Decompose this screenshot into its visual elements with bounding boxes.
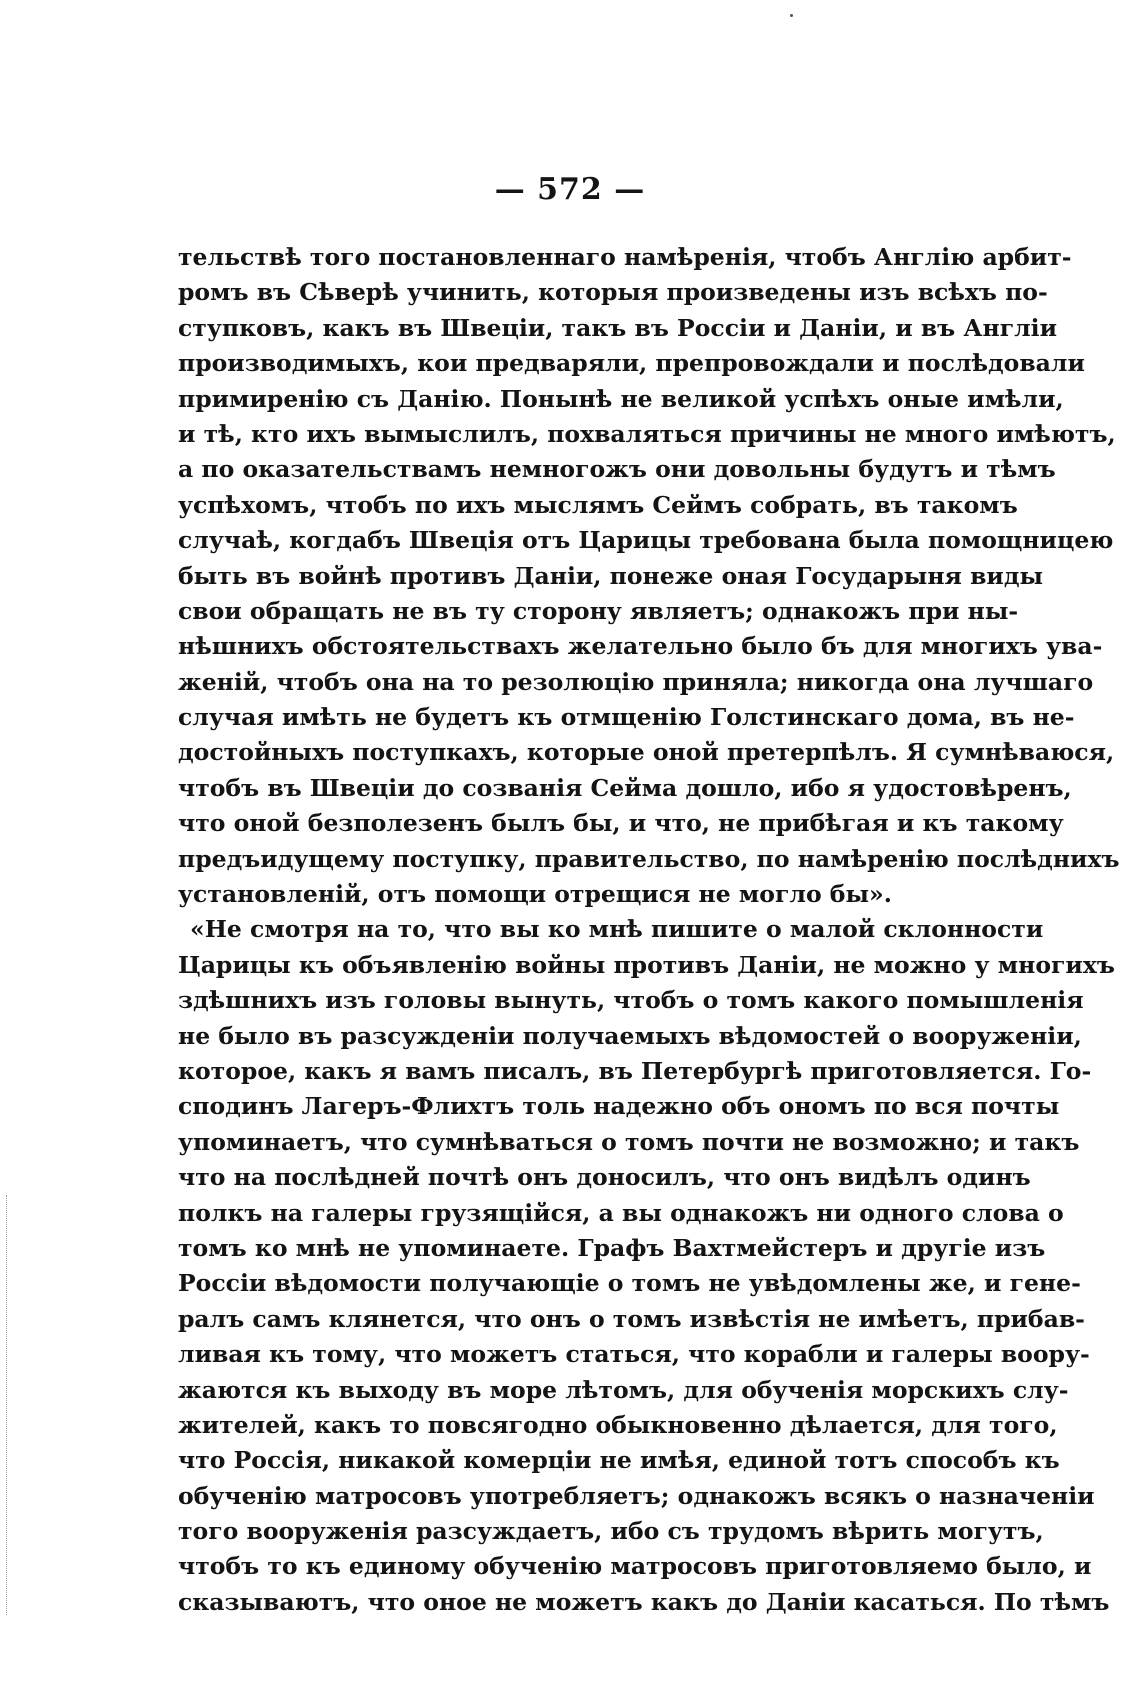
text-line: что оной безполезенъ былъ бы, и что, не прибѣгая и къ такому [178, 809, 1064, 838]
text-line: достойныхъ поступкахъ, которые оной претерпѣлъ. Я сумнѣваюся, [178, 738, 1115, 767]
text-line: того вооруженія разсуждаетъ, ибо съ трудомъ вѣрить могутъ, [178, 1517, 1044, 1546]
text-line: не было въ разсужденіи получаемыхъ вѣдомостей о вооруженіи, [178, 1021, 1082, 1050]
text-line: Россіи вѣдомости получающіе о томъ не увѣдомлены же, и гене- [178, 1269, 1081, 1298]
text-line: жаются къ выходу въ море лѣтомъ, для обученія морскихъ слу- [178, 1375, 1069, 1404]
text-line: упоминаетъ, что сумнѣваться о томъ почти не возможно; и такъ [178, 1127, 1080, 1156]
text-line: что Россія, никакой комерціи не имѣя, единой тотъ способъ къ [178, 1446, 1060, 1475]
text-line: чтобъ въ Швеціи до созванія Сейма дошло, ибо я удостовѣренъ, [178, 773, 1072, 802]
body-text [178, 240, 1120, 1620]
text-line: жителей, какъ то повсягодно обыкновенно дѣлается, для того, [178, 1410, 1058, 1439]
text-line: ливая къ тому, что можетъ статься, что корабли и галеры воору- [178, 1340, 1090, 1369]
text-line: свои обращать не въ ту сторону являетъ; однакожъ при ны- [178, 596, 1019, 625]
text-line: которое, какъ я вамъ писалъ, въ Петербургѣ приготовляется. Го- [178, 1056, 1092, 1085]
text-line: сподинъ Лагеръ-Флихтъ толь надежно объ ономъ по вся почты [178, 1092, 1060, 1121]
text-line: нѣшнихъ обстоятельствахъ желательно было бъ для многихъ ува- [178, 632, 1103, 661]
text-line: ралъ самъ клянется, что онъ о томъ извѣстія не имѣетъ, прибав- [178, 1304, 1085, 1333]
text-line: томъ ко мнѣ не упоминаете. Графъ Вахтмейстеръ и другіе изъ [178, 1233, 1046, 1262]
scan-margin-marks [6, 1195, 13, 1615]
text-line: тельствѣ того постановленнаго намѣренія, чтобъ Англію арбит- [178, 243, 1072, 271]
text-line: случаѣ, когдабъ Швеція отъ Царицы требована была помощницею [178, 526, 1114, 555]
text-line: ромъ въ Сѣверѣ учинить, которыя произведены изъ всѣхъ по- [178, 278, 1048, 307]
text-line: примиренію съ Данію. Понынѣ не великой успѣхъ оные имѣли, [178, 384, 1064, 413]
text-line: обученію матросовъ употребляетъ; однакожъ всякъ о назначеніи [178, 1481, 1095, 1510]
text-line: женій, чтобъ она на то резолюцію приняла; никогда она лучшаго [178, 667, 1094, 696]
paragraph-start-line: «Не смотря на то, что вы ко мнѣ пишите о малой склонности [190, 915, 1044, 944]
text-line: успѣхомъ, чтобъ по ихъ мыслямъ Сеймъ собрать, въ такомъ [178, 490, 1018, 519]
text-line: что на послѣдней почтѣ онъ доносилъ, что онъ видѣлъ одинъ [178, 1163, 1031, 1192]
text-line: сказываютъ, что оное не можетъ какъ до Даніи касаться. По тѣмъ [178, 1587, 1110, 1616]
page-number: — 572 — [494, 172, 646, 207]
text-line: чтобъ то къ единому обученію матросовъ приготовляемо было, и [178, 1552, 1092, 1581]
text-line: полкъ на галеры грузящійся, а вы однакожъ ни одного слова о [178, 1198, 1064, 1227]
print-speck [790, 14, 793, 17]
text-line: быть въ войнѣ противъ Даніи, понеже оная Государыня виды [178, 561, 1044, 590]
text-line: случая имѣть не будетъ къ отмщенію Голстинскаго дома, въ не- [178, 703, 1075, 732]
text-line: ступковъ, какъ въ Швеціи, такъ въ Россіи и Даніи, и въ Англіи [178, 313, 1058, 342]
text-line: а по оказательствамъ немногожъ они довольны будутъ и тѣмъ [178, 455, 1056, 484]
text-line: Царицы къ объявленію войны противъ Даніи, не можно у многихъ [178, 950, 1115, 979]
paragraph-end-line: установленій, отъ помощи отрещися не могло бы». [178, 880, 892, 909]
text-line: и тѣ, кто ихъ вымыслилъ, похваляться причины не много имѣютъ, [178, 419, 1116, 448]
text-line: здѣшнихъ изъ головы вынуть, чтобъ о томъ какого помышленія [178, 986, 1084, 1015]
text-line: предъидущему поступку, правительство, по намѣренію послѣднихъ [178, 844, 1120, 873]
text-line: производимыхъ, кои предваряли, препровождали и послѣдовали [178, 349, 1085, 378]
